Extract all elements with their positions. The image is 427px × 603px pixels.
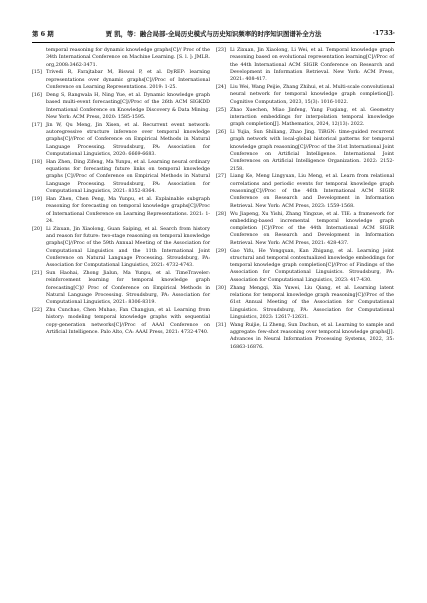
issue-number: 第 6 期 <box>32 30 54 38</box>
running-title: 贾 凯，等：融合局部-全局历史模式与历史知识频率的时序知识图谱补全方法 <box>105 30 322 38</box>
reference-number: [23] <box>216 48 226 53</box>
reference-entry <box>216 211 394 247</box>
reference-text: Liu Wei, Wang Peijie, Zhang Zhihui, et al. Multi-scale convolutional neural network for temporal knowledge graph completion[J]. Cognitive Computation, 2023, 15(3): 1016-1022. <box>230 85 394 105</box>
header-rule <box>32 42 395 43</box>
reference-text: Jin W, Qu Meng, Jin Xisen, et al. Recurrent event network: autoregressive structure inference over temporal knowledge graphs[C]//Proc of Conference on Empirical Methods in Natural Language Processing. Stroudsburg, PA: Association for Computational Linguistics, 2020: 6669-6683. <box>46 122 210 157</box>
reference-number: [16] <box>32 92 42 98</box>
reference-entry <box>32 307 210 336</box>
reference-text: Zhao Xuechen, Miao Jinfeng, Yang Fuqiang, et al. Geometry interaction embeddings for interpolation temporal knowledge graph completion[J]. Mathematics, 2024, 12(13): 2022. <box>230 107 394 128</box>
reference-text: Liang Ke, Meng Lingyuan, Liu Meng, et al. Learn from relational correlations and periodic events for temporal knowledge graph reasoning[C]//Proc of the 46th International ACM SIGIR Conference on Research and Development in Information Retrieval. New York: ACM Press, 2023: 1559-1568. <box>230 174 394 209</box>
reference-number: [18] <box>32 159 42 165</box>
reference-number: [20] <box>32 226 42 232</box>
reference-number: [19] <box>32 196 42 202</box>
reference-entry <box>216 285 394 321</box>
reference-number: [27] <box>216 174 226 180</box>
reference-number: [24] <box>216 85 226 91</box>
reference-text: Li Zixuan, Jin Xiaolong, Guan Saiping, et al. Search from history and reason for future: two-stage reasoning on temporal knowledge graphs[C]//Proc of the 59th Annual Meeting of the Association for Computational Linguistics and the 11th International Joint Conference on Natural Language Processing. Stroudsburg, PA: Association for Computational Linguistics, 2021: 4732-4743. <box>46 226 210 269</box>
reference-number: [25] <box>216 107 226 113</box>
reference-entry <box>216 107 394 129</box>
reference-entry <box>216 173 394 209</box>
reference-number: [26] <box>216 130 226 136</box>
reference-text: Zhang Mengqi, Xia Yuwei, Liu Qiang, et al. Learning latent relations for temporal knowledge graph reasoning[C]//Proc of the 61st Annual Meeting of the Association for Computational Linguistics. Stroudsburg, PA: Association for Computational Linguistics, 2023: 12617-12631. <box>230 285 394 320</box>
reference-entry <box>32 92 210 121</box>
reference-text: Han Zhen, Ding Zifeng, Ma Yunpu, et al. Learning neural ordinary equations for forecasting future links on temporal knowledge graphs [C]//Proc of Conference on Empirical Methods in Natural Language Processing. Stroudsburg, PA: Association for Computational Linguistics, 2021: 8352-8364. <box>46 159 210 195</box>
reference-entry <box>32 159 210 195</box>
references-left-column <box>32 47 210 337</box>
reference-entry <box>32 69 210 91</box>
reference-number: [29] <box>216 248 226 254</box>
reference-number: [28] <box>216 211 226 217</box>
reference-entry <box>32 122 210 158</box>
reference-text: Wang Ruijie, Li Zheng, Sun Dachun, et al. Learning to sample and aggregate: few-shot reasoning over temporal knowledge graphs[J]. Advances in Neural Information Processing Systems, 2022, 35: 16863-16876. <box>230 322 394 350</box>
reference-text: Han Zhen, Chen Peng, Ma Yunpu, et al. Explainable subgraph reasoning for forecasting on temporal knowledge graphs[C]//Proc of International Conference on Learning Representations. 2021: 1-24. <box>46 196 210 224</box>
reference-text: Sun Haohai, Zhong Jialun, Ma Yunpu, et al. TimeTraveler: reinforcement learning for temporal knowledge graph forecasting[C]// Proc of Conference on Empirical Methods in Natural Language Processing. Stroudsburg, PA: Association for Computational Linguistics, 2021: 8306-8319. <box>46 271 210 306</box>
page-number: ·1733· <box>372 29 395 37</box>
reference-number: [31] <box>216 322 226 328</box>
reference-text: Zhu Cunchao, Chen Muhao, Fan Changjun, et al. Learning from history: modeling temporal knowledge graphs with sequential copy-generation networks[C]//Proc of AAAI Conference on Artificial Intelligence. Palo Alto, CA: AAAI Press, 2021: 4732-4740. <box>46 308 210 336</box>
reference-entry <box>216 47 394 83</box>
reference-text: Wu Jiapeng, Xu Yishi, Zhang Yingxue, et al. TIE: a framework for embedding-based incremental temporal knowledge graph completion [C]//Proc of the 44th International ACM SIGIR Conference on Research and Development in Information Retrieval. New York: ACM Press, 2021: 428-437. <box>230 211 394 246</box>
reference-entry <box>32 226 210 270</box>
reference-entry <box>32 270 210 306</box>
reference-entry <box>216 322 394 351</box>
reference-entry <box>216 129 394 173</box>
reference-text: Li Yujia, Sun Shiliang, Zhao Jing. TiRGN: time-guided recurrent graph network with local-global historical patterns for temporal knowledge graph reasoning[C]//Proc of the 31st International Joint Conference on Artificial Intelligence. International Joint Conferences on Artificial Intelligence Organization. 2022: 2152-2158. <box>230 130 394 172</box>
reference-entry <box>32 196 210 225</box>
reference-number: [15] <box>32 70 42 76</box>
reference-number: [30] <box>216 285 226 291</box>
reference-text: Deng S, Rangwala H, Ning Yue, et al. Dynamic knowledge graph based multi-event forecasting[C]//Proc of the 26th ACM SIGKDD International Conference on Knowledge Discovery & Data Mining. New York: ACM Press, 2020: 1585-1595. <box>46 92 210 120</box>
reference-text: Gao Yifu, He Yongquan, Kan Zhigang, et al. Learning joint structural and temporal contextualized knowledge embeddings for temporal knowledge graph completion[C]//Proc of Findings of the Association for Computational Linguistics. Stroudsburg, PA: Association for Computational Linguistics, 2023: 417-430. <box>230 248 394 283</box>
reference-text: Li Zixuan, Jin Xiaolong, Li Wei, et al. Temporal knowledge graph reasoning based on evolutional representation learning[C]//Proc of the 44th International ACM SIGIR Conference on Research and Development in Information Retrieval. New York: ACM Press, 2021: 408-417. <box>230 48 394 83</box>
reference-entry <box>216 84 394 106</box>
reference-number: [17] <box>32 122 42 128</box>
reference-entry <box>216 248 394 284</box>
reference-number: [21] <box>32 271 42 277</box>
reference-entry <box>32 47 210 69</box>
references-right-column <box>216 47 394 352</box>
reference-number: [22] <box>32 308 42 314</box>
reference-text: Trivedi R, Farajtabar M, Biswal P, et al. DyREP: learning representations over dynamic graphs[C]//Proc of International Conference on Learning Representations. 2019: 1-25. <box>46 70 210 91</box>
running-header <box>32 29 395 41</box>
reference-text: temporal reasoning for dynamic knowledge graphs[C]// Proc of the 34th International Conference on Machine Learning. [S. l. ]: JMLR. org,2008:3462-3471. <box>46 48 210 68</box>
